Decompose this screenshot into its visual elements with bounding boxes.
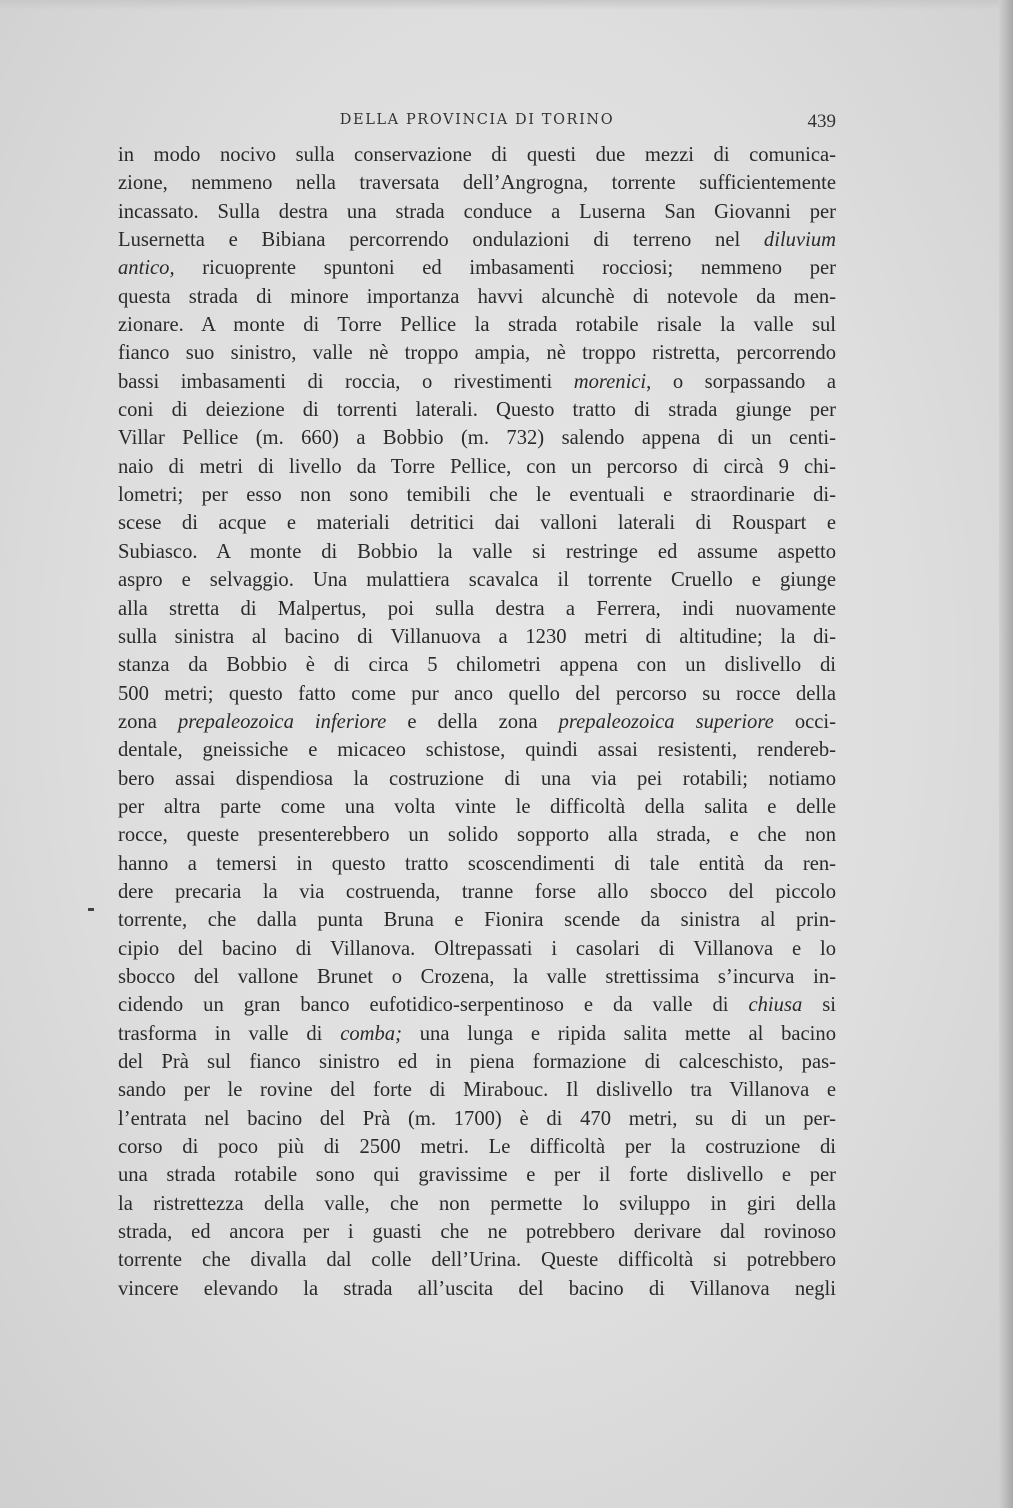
italic-term: antico, — [118, 257, 175, 280]
text-run: stanza da Bobbio è di circa 5 chilometri appena con un dislivello di — [118, 654, 836, 677]
text-run: e della zona — [386, 710, 559, 733]
text-line — [118, 481, 836, 509]
text-run: cidendo un gran banco eufotidico-serpentinoso e da valle di — [118, 994, 749, 1017]
text-run: scese di acque e materiali detritici dai valloni laterali di Rouspart e — [118, 512, 836, 535]
text-line — [118, 878, 836, 906]
running-header — [118, 112, 836, 134]
text-line — [118, 453, 836, 481]
text-run: sbocco del vallone Brunet o Crozena, la valle strettissima s’incurva in- — [118, 965, 836, 988]
text-run: ricuoprente spuntoni ed imbasamenti rocciosi; nemmeno per — [174, 257, 836, 280]
page-right-edge — [999, 0, 1013, 1508]
text-run: 500 metri; questo fatto come pur anco quello del percorso su rocce della — [118, 682, 836, 705]
text-run: dere precaria la via costruenda, tranne forse allo sbocco del piccolo — [118, 880, 836, 903]
text-line — [118, 538, 836, 566]
text-run: hanno a temersi in questo tratto scoscendimenti di tale entità da ren- — [118, 852, 836, 875]
text-run: per altra parte come una volta vinte le difficoltà della salita e delle — [118, 795, 836, 818]
italic-term: prepaleozoica inferiore — [177, 710, 387, 733]
text-line — [118, 1161, 836, 1189]
page-number: 439 — [807, 111, 836, 132]
text-run: l’entrata nel bacino del Prà (m. 1700) è di 470 metri, su di un per- — [118, 1107, 836, 1130]
text-run: sando per le rovine del forte di Mirabouc. Il dislivello tra Villanova e — [118, 1079, 836, 1102]
text-line — [118, 1275, 836, 1303]
text-line — [118, 396, 836, 424]
text-line — [118, 1190, 836, 1218]
text-line — [118, 368, 836, 396]
text-line — [118, 850, 836, 878]
text-line — [118, 1133, 836, 1161]
text-run: una lunga e ripida salita mette al bacino — [401, 1022, 836, 1045]
margin-mark — [88, 908, 94, 911]
text-run: in modo nocivo sulla conservazione di questi due mezzi di comunica- — [118, 144, 836, 166]
text-run: dentale, gneissiche e micaceo schistose, quindi assai resistenti, rendereb- — [118, 739, 836, 762]
text-run: torrente che divalla dal colle dell’Urina. Queste difficoltà si potrebbero — [118, 1249, 836, 1272]
text-line — [118, 708, 836, 736]
text-run: Subiasco. A monte di Bobbio la valle si restringe ed assume aspetto — [118, 540, 836, 563]
text-line — [118, 1076, 836, 1104]
text-line — [118, 424, 836, 452]
text-run: trasforma in valle di — [118, 1022, 341, 1045]
text-run: una strada rotabile sono qui gravissime e per il forte dislivello e per — [118, 1164, 836, 1187]
text-line — [118, 623, 836, 651]
text-line — [118, 141, 836, 169]
text-run: bassi imbasamenti di roccia, o rivestimenti — [118, 370, 574, 393]
text-line — [118, 339, 836, 367]
text-run: , o sorpassando a — [646, 370, 836, 393]
italic-term: comba; — [340, 1022, 402, 1045]
text-run: occi- — [773, 710, 836, 733]
text-line — [118, 1048, 836, 1076]
running-title: DELLA PROVINCIA DI TORINO — [339, 112, 615, 128]
text-run: naio di metri di livello da Torre Pellice, con un percorso di circà 9 chi- — [118, 455, 836, 478]
text-run: la ristrettezza della valle, che non permette lo sviluppo in giri della — [118, 1192, 836, 1215]
text-line — [118, 906, 836, 934]
text-line — [118, 254, 836, 282]
text-line — [118, 736, 836, 764]
text-run: Lusernetta e Bibiana percorrendo ondulazioni di terreno nel — [118, 229, 764, 252]
text-run: lometri; per esso non sono temibili che le eventuali e straordinarie di- — [118, 484, 836, 507]
italic-term: prepaleozoica superiore — [558, 710, 774, 733]
text-run: cipio del bacino di Villanova. Oltrepassati i casolari di Villanova e lo — [118, 937, 836, 960]
text-run: alla stretta di Malpertus, poi sulla destra a Ferrera, indi nuovamente — [118, 597, 836, 620]
text-run: coni di deiezione di torrenti laterali. Questo tratto di strada giunge per — [118, 399, 836, 422]
text-line — [118, 680, 836, 708]
text-run: del Prà sul fianco sinistro ed in piena formazione di calceschisto, pas- — [118, 1051, 836, 1073]
text-line — [118, 311, 836, 339]
italic-term: diluvium — [763, 229, 836, 252]
text-line — [118, 283, 836, 311]
text-run: rocce, queste presenterebbero un solido sopporto alla strada, e che non — [118, 824, 836, 847]
text-line — [118, 793, 836, 821]
text-line — [118, 935, 836, 963]
text-line — [118, 1020, 836, 1048]
text-line — [118, 169, 836, 197]
text-line — [118, 509, 836, 537]
text-run: si — [802, 994, 836, 1017]
text-line — [118, 595, 836, 623]
text-run: incassato. Sulla destra una strada conduce a Luserna San Giovanni per — [118, 200, 836, 223]
text-run: fianco suo sinistro, valle nè troppo ampia, nè troppo ristretta, percorrendo — [118, 342, 836, 365]
text-run: torrente, che dalla punta Bruna e Fionira scende da sinistra al prin- — [118, 909, 836, 932]
text-run: strada, ed ancora per i guasti che ne potrebbero derivare dal rovinoso — [118, 1221, 836, 1244]
text-line — [118, 651, 836, 679]
text-line — [118, 821, 836, 849]
text-line — [118, 991, 836, 1019]
text-line — [118, 963, 836, 991]
page-top-shadow — [0, 0, 1013, 10]
italic-term: morenici — [573, 370, 647, 393]
text-run: aspro e selvaggio. Una mulattiera scavalca il torrente Cruello e giunge — [118, 569, 836, 592]
text-line — [118, 1105, 836, 1133]
text-run: zionare. A monte di Torre Pellice la strada rotabile risale la valle sul — [118, 314, 836, 337]
text-line — [118, 566, 836, 594]
text-run: vincere elevando la strada all’uscita del bacino di Villanova negli — [118, 1277, 836, 1300]
text-line — [118, 198, 836, 226]
text-run: questa strada di minore importanza havvi alcunchè di notevole da men- — [118, 285, 836, 308]
body-text — [118, 141, 836, 1303]
text-run: zione, nemmeno nella traversata dell’Angrogna, torrente sufficientemente — [118, 172, 836, 195]
text-run: Villar Pellice (m. 660) a Bobbio (m. 732) salendo appena di un centi- — [118, 427, 836, 450]
text-line — [118, 1218, 836, 1246]
text-line — [118, 765, 836, 793]
text-run: corso di poco più di 2500 metri. Le difficoltà per la costruzione di — [118, 1136, 836, 1159]
text-line — [118, 1246, 836, 1274]
text-line — [118, 226, 836, 254]
text-run: zona — [118, 710, 178, 733]
text-run: sulla sinistra al bacino di Villanuova a 1230 metri di altitudine; la di- — [118, 625, 836, 648]
italic-term: chiusa — [748, 994, 803, 1017]
text-run: bero assai dispendiosa la costruzione di una via pei rotabili; notiamo — [118, 767, 836, 790]
